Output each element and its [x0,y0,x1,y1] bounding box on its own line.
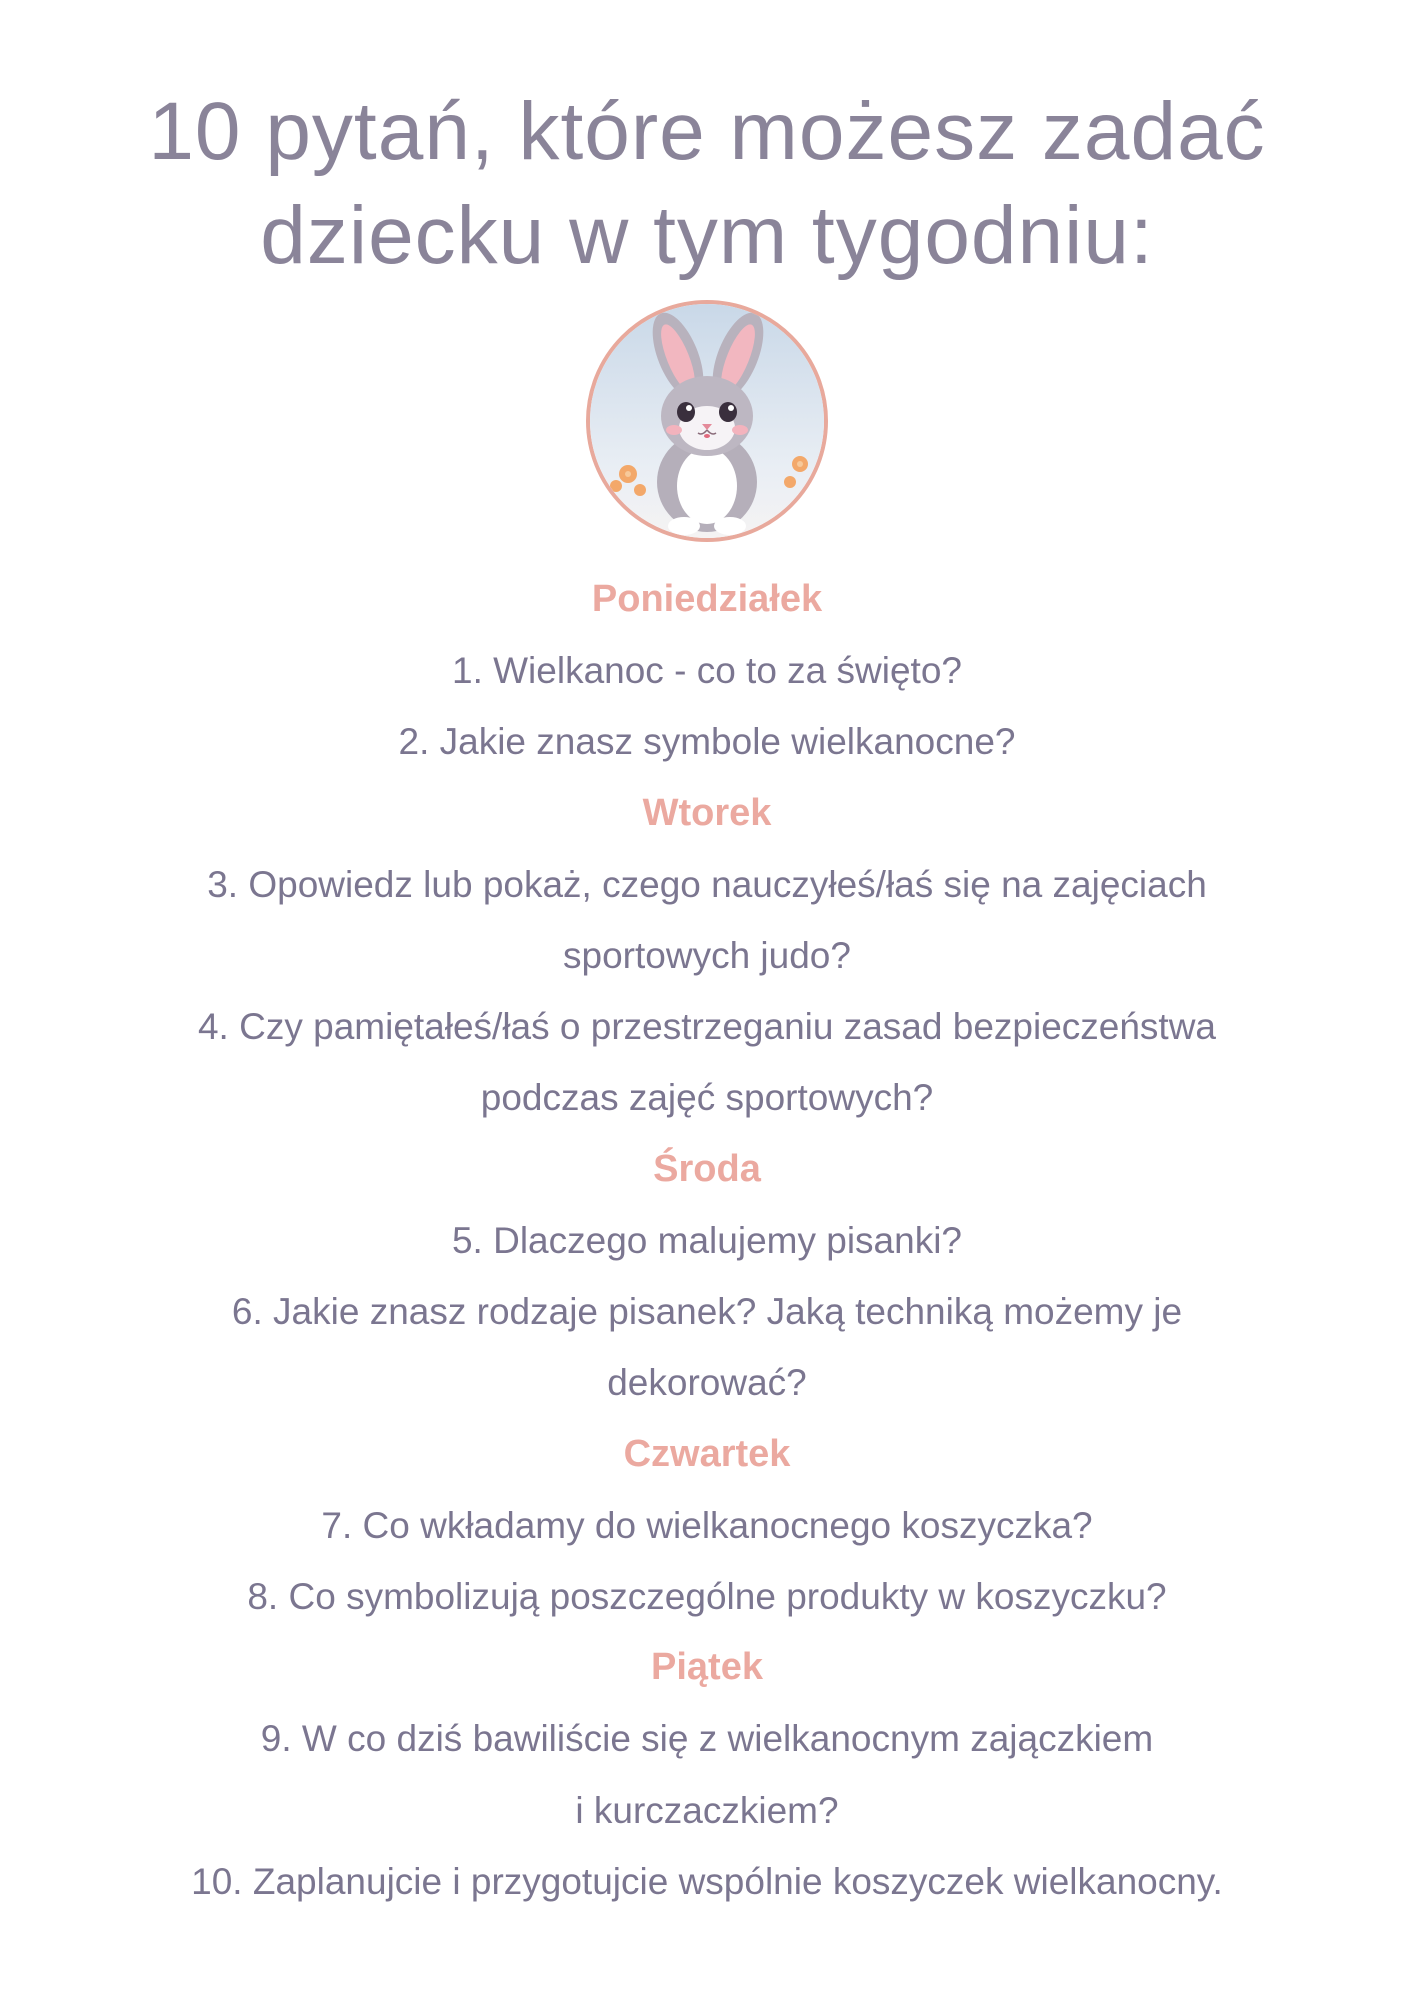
question-line: podczas zajęć sportowych? [480,1077,934,1119]
page-title-line-2: dziecku w tym tygodniu: [260,190,1154,281]
question-line: 8. Co symbolizują poszczególne produkty w koszyczku? [247,1575,1167,1617]
bunny-icon [590,304,824,538]
question-line: 7. Co wkładamy do wielkanocnego koszyczka? [321,1504,1093,1546]
day-heading: Wtorek [642,791,772,834]
page-title [0,0,1414,288]
day-section [0,1419,1414,1633]
question-line: 10. Zaplanujcie i przygotujcie wspólnie koszyczek wielkanocny. [191,1860,1223,1902]
question-line: 1. Wielkanoc - co to za święto? [452,650,962,691]
page-title-line-1: 10 pytań, które możesz zadać [148,86,1266,177]
day-section [0,564,1414,778]
question-line: sportowych judo? [563,934,851,976]
question-line: 9. W co dziś bawiliście się z wielkanocnym zajączkiem [260,1718,1154,1760]
question-line: 6. Jakie znasz rodzaje pisanek? Jaką techniką możemy je [231,1291,1183,1333]
day-section [0,778,1414,1134]
question-line: dekorować? [607,1362,807,1404]
weekly-questions [0,564,1414,1917]
question-line: 2. Jakie znasz symbole wielkanocne? [398,721,1016,763]
question-line: 3. Opowiedz lub pokaż, czego nauczyłeś/łaś się na zajęciach [207,863,1207,905]
day-section [0,1134,1414,1419]
day-heading: Poniedziałek [591,578,823,620]
question-line: 4. Czy pamiętałeś/łaś o przestrzeganiu zasad bezpieczeństwa [197,1006,1217,1048]
bunny-illustration [586,300,828,542]
question-line: i kurczaczkiem? [575,1789,839,1831]
day-heading: Piątek [651,1646,763,1689]
day-heading: Środa [653,1147,761,1190]
day-section [0,1632,1414,1917]
day-heading: Czwartek [623,1432,791,1475]
question-line: 5. Dlaczego malujemy pisanki? [451,1219,962,1261]
